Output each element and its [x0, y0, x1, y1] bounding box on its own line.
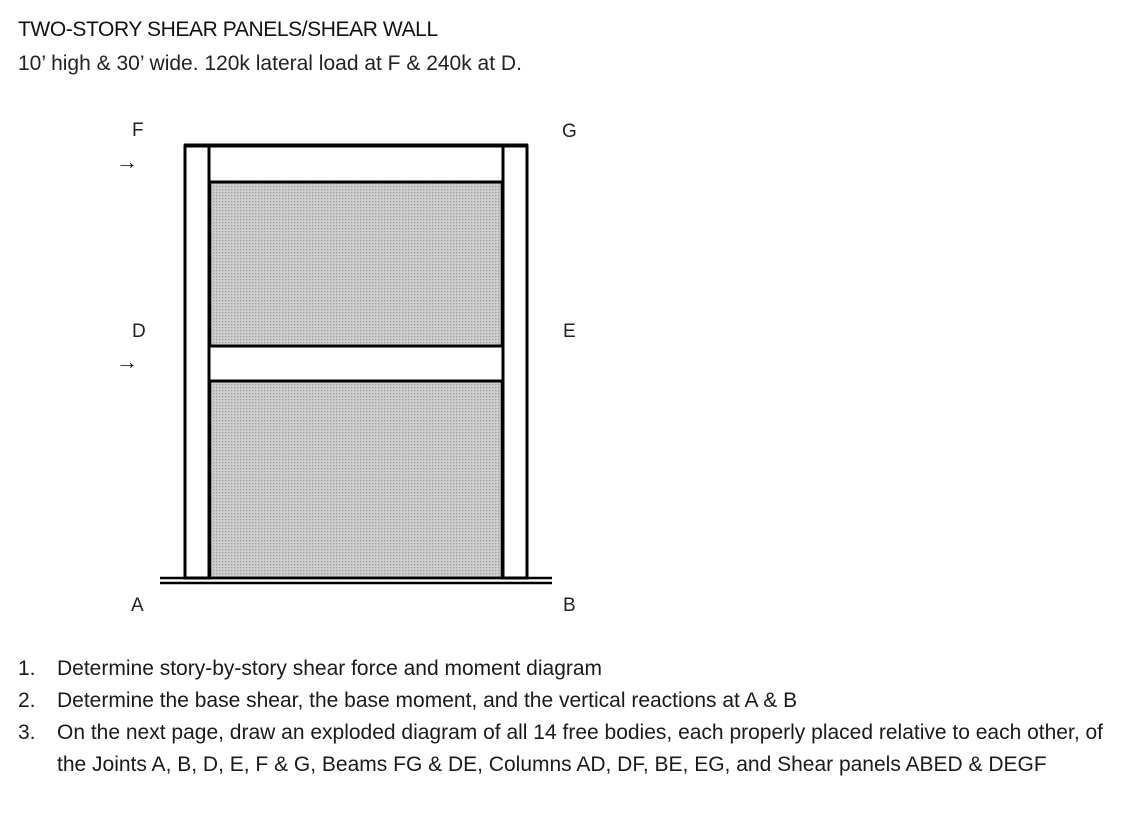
- column-left: [185, 146, 209, 578]
- task-list: [18, 653, 1128, 781]
- label-joint-f: F: [132, 120, 144, 141]
- load-arrow-d-icon: →: [116, 349, 138, 374]
- label-joint-a: A: [131, 595, 144, 616]
- task-number: 3.: [18, 721, 36, 744]
- task-item: [18, 717, 1128, 781]
- task-text: Determine story-by-story shear force and moment diagram: [57, 657, 603, 680]
- task-number: 2.: [18, 689, 36, 712]
- label-joint-b: B: [563, 595, 576, 616]
- page-title: TWO-STORY SHEAR PANELS/SHEAR WALL: [18, 18, 438, 41]
- column-right: [503, 146, 527, 578]
- shear-panel-upper: [210, 182, 502, 346]
- label-joint-e: E: [563, 321, 576, 342]
- page-subtitle: 10’ high & 30’ wide. 120k lateral load at F & 240k at D.: [18, 52, 522, 75]
- task-text: On the next page, draw an exploded diagram of all 14 free bodies, each properly placed relative to each other, of the Joints A, B, D, E, F & G, Beams FG & DE, Columns AD, DF, BE, EG, and Shear panels ABED & DEGF: [57, 721, 1104, 776]
- task-item: [18, 685, 1128, 717]
- label-joint-d: D: [132, 321, 146, 342]
- beam-fg: [208, 146, 503, 182]
- task-item: [18, 653, 1128, 685]
- task-text: Determine the base shear, the base moment, and the vertical reactions at A & B: [57, 689, 798, 712]
- label-joint-g: G: [562, 121, 577, 142]
- beam-de: [208, 346, 503, 381]
- shear-panel-lower: [210, 381, 502, 578]
- task-number: 1.: [18, 657, 36, 680]
- load-arrow-f-icon: →: [116, 149, 138, 174]
